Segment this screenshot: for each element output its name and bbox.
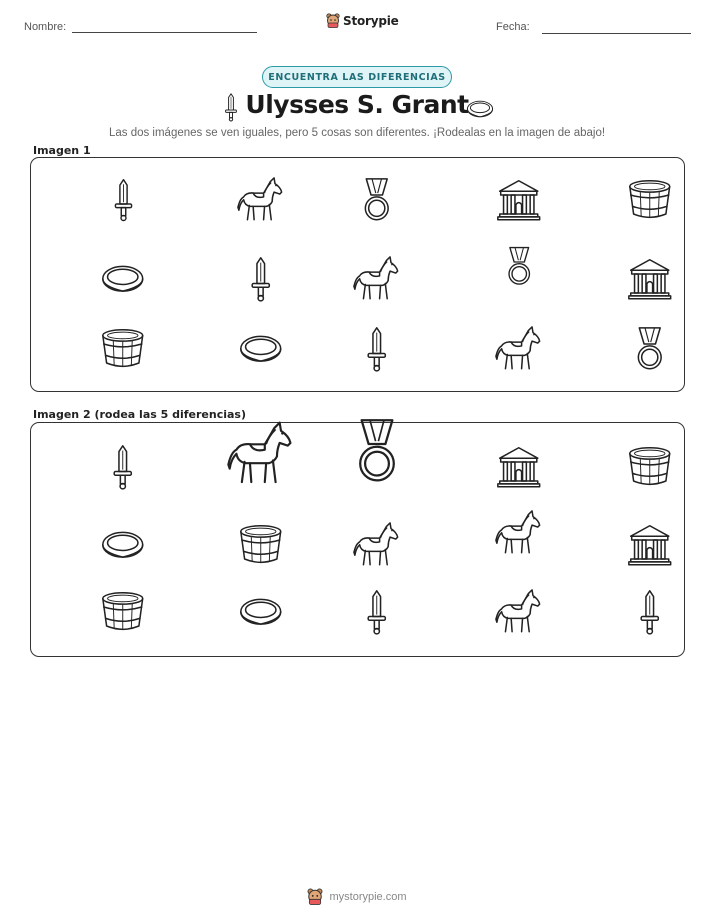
grid-cell-barrel-icon[interactable] [237, 521, 285, 569]
image1-panel [30, 157, 685, 392]
medal-icon [342, 416, 412, 486]
grid-cell-horse-icon[interactable] [227, 420, 295, 488]
grid-cell-ring-icon[interactable] [237, 588, 285, 636]
grid-cell-medal-icon [498, 245, 541, 288]
brand-logo [326, 13, 399, 28]
grid-cell-ring-icon[interactable] [99, 521, 147, 569]
grid-cell-medal-icon[interactable] [342, 416, 412, 486]
grid-cell-medal-icon [626, 325, 674, 373]
activity-badge: ENCUENTRA LAS DIFERENCIAS [262, 66, 452, 88]
grid-cell-horse-icon[interactable] [495, 588, 543, 636]
grid-cell-building-icon [495, 176, 543, 224]
bear-logo-icon [307, 888, 323, 905]
building-icon [626, 521, 674, 569]
horse-icon [353, 521, 401, 569]
ring-icon [99, 255, 147, 303]
grid-cell-sword-icon [237, 255, 285, 303]
horse-icon [227, 420, 295, 488]
grid-cell-barrel-icon[interactable] [99, 588, 147, 636]
brand-name: Storypie [343, 13, 399, 28]
bear-logo-icon [326, 13, 340, 28]
grid-cell-barrel-icon [99, 325, 147, 373]
sword-icon [99, 443, 147, 491]
grid-cell-sword-icon [353, 325, 401, 373]
instructions: Las dos imágenes se ven iguales, pero 5 cosas son diferentes. ¡Rodealas en la imagen de abajo! [108, 127, 606, 139]
horse-icon [353, 255, 401, 303]
grid-cell-medal-icon [353, 176, 401, 224]
grid-cell-building-icon[interactable] [495, 443, 543, 491]
footer [0, 888, 714, 905]
ring-icon [237, 588, 285, 636]
image2-panel[interactable] [30, 422, 685, 657]
barrel-icon [99, 588, 147, 636]
barrel-icon [99, 325, 147, 373]
grid-cell-building-icon[interactable] [626, 521, 674, 569]
medal-icon [626, 325, 674, 373]
horse-icon [237, 176, 285, 224]
barrel-icon [237, 521, 285, 569]
grid-cell-barrel-icon[interactable] [626, 443, 674, 491]
building-icon [626, 255, 674, 303]
footer-site: mystorypie.com [329, 890, 407, 903]
title-ring-icon [465, 94, 495, 129]
grid-cell-horse-icon [353, 255, 401, 303]
sword-icon [237, 255, 285, 303]
grid-cell-horse-icon [237, 176, 285, 224]
sword-icon [626, 588, 674, 636]
grid-cell-building-icon [626, 255, 674, 303]
grid-cell-horse-icon [495, 325, 543, 373]
title-sword-icon [216, 92, 246, 127]
page-title: Ulysses S. Grant [245, 90, 469, 119]
grid-cell-ring-icon [99, 255, 147, 303]
grid-cell-horse-icon[interactable] [495, 509, 543, 557]
grid-cell-sword-icon [101, 177, 146, 222]
grid-cell-horse-icon[interactable] [353, 521, 401, 569]
sword-icon [216, 92, 246, 122]
grid-cell-ring-icon [237, 325, 285, 373]
horse-icon [495, 509, 543, 557]
ring-icon [237, 325, 285, 373]
ring-icon [99, 521, 147, 569]
date-label: Fecha: [496, 21, 530, 33]
medal-icon [353, 176, 401, 224]
grid-cell-sword-icon[interactable] [353, 588, 401, 636]
ring-icon [465, 94, 495, 124]
medal-icon [498, 245, 541, 288]
grid-cell-sword-icon[interactable] [99, 443, 147, 491]
image1-label: Imagen 1 [33, 144, 91, 157]
name-line[interactable] [72, 32, 257, 33]
horse-icon [495, 325, 543, 373]
date-line[interactable] [542, 33, 691, 34]
building-icon [495, 443, 543, 491]
grid-cell-sword-icon[interactable] [626, 588, 674, 636]
sword-icon [353, 588, 401, 636]
horse-icon [495, 588, 543, 636]
name-label: Nombre: [24, 21, 67, 33]
building-icon [495, 176, 543, 224]
grid-cell-barrel-icon [626, 176, 674, 224]
barrel-icon [626, 176, 674, 224]
barrel-icon [626, 443, 674, 491]
sword-icon [101, 177, 146, 222]
sword-icon [353, 325, 401, 373]
image2-label: Imagen 2 (rodea las 5 diferencias) [33, 408, 247, 421]
